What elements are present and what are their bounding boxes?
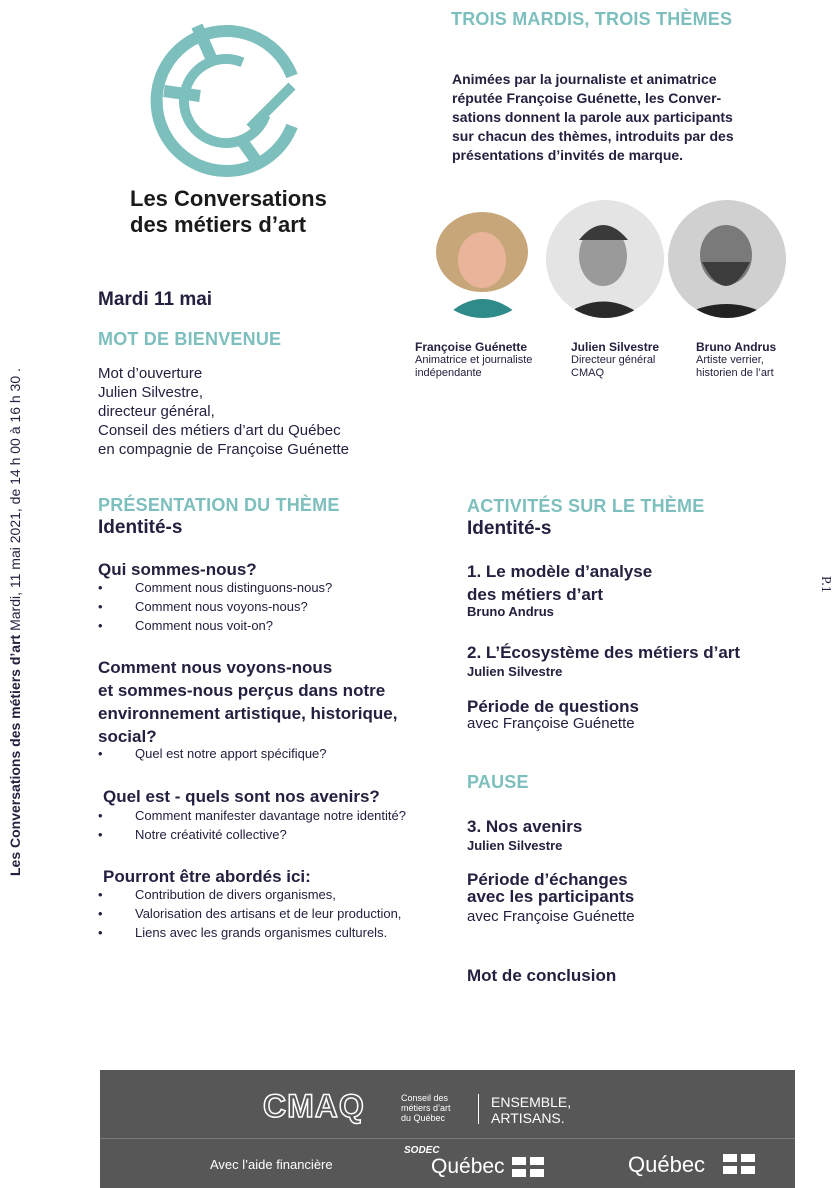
- activity-host: avec Françoise Guénette: [467, 908, 635, 925]
- welcome-line: Conseil des métiers d’art du Québec: [98, 422, 341, 439]
- list-item: • Valorisation des artisans et de leur production,: [98, 904, 401, 923]
- cmaq-subtitle: [401, 1093, 451, 1123]
- question-line: social?: [98, 727, 157, 746]
- cmaq-logo: CMAQ: [263, 1088, 365, 1124]
- intro-paragraph: [452, 70, 734, 165]
- list-item: • Quel est notre apport spécifique?: [98, 744, 327, 763]
- page-number: P.1: [818, 576, 833, 593]
- welcome-line: Julien Silvestre,: [98, 384, 204, 401]
- presentation-theme: Identité-s: [98, 517, 183, 538]
- activity-title: [467, 871, 634, 905]
- activity-speaker: Julien Silvestre: [467, 664, 563, 679]
- event-date: Mardi 11 mai: [98, 289, 213, 310]
- activities-heading: ACTIVITÉS SUR LE THÈME: [467, 496, 705, 516]
- activity-speaker: Bruno Andrus: [467, 604, 554, 619]
- person-name: Bruno Andrus: [696, 340, 777, 354]
- person-role: CMAQ: [571, 367, 604, 379]
- quebec-flag-icon: [723, 1154, 755, 1174]
- intro-line: sur chacun des thèmes, introduits par des: [452, 128, 734, 144]
- conversations-logo-icon: [142, 16, 312, 186]
- activity-title: 2. L’Écosystème des métiers d’art: [467, 643, 741, 662]
- person-role: indépendante: [415, 367, 482, 379]
- logo-text: [130, 186, 327, 238]
- pause-heading: PAUSE: [467, 772, 529, 792]
- financial-aid-label: Avec l’aide financière: [210, 1157, 333, 1172]
- conclusion: Mot de conclusion: [467, 966, 617, 985]
- list-item: • Comment nous voit-on?: [98, 616, 332, 635]
- welcome-line: Mot d’ouverture: [98, 365, 203, 382]
- slogan-line: ARTISANS.: [491, 1110, 565, 1126]
- question-list: [98, 885, 401, 942]
- person-role: Artiste verrier,: [696, 354, 764, 366]
- cmaq-subtitle-line: Conseil des: [401, 1093, 449, 1103]
- activity-line: 1. Le modèle d’analyse: [467, 562, 653, 581]
- list-item: • Notre créativité collective?: [98, 825, 406, 844]
- footer-sponsors: [100, 1070, 795, 1188]
- list-item: • Comment nous distinguons-nous?: [98, 578, 332, 597]
- question-list: [98, 806, 406, 844]
- question-title: Pourront être abordés ici:: [103, 867, 311, 886]
- cmaq-subtitle-line: métiers d’art: [401, 1103, 451, 1113]
- intro-line: sations donnent la parole aux participants: [452, 109, 733, 125]
- portrait-francoise-guenette: [424, 200, 542, 318]
- question-line: environnement artistique, historique,: [98, 704, 398, 723]
- list-item: • Liens avec les grands organismes culturels.: [98, 923, 401, 942]
- activity-speaker: Julien Silvestre: [467, 838, 563, 853]
- activity-line: avec les participants: [467, 887, 635, 906]
- intro-line: présentations d’invités de marque.: [452, 147, 684, 163]
- activities-theme: Identité-s: [467, 518, 552, 539]
- person-name: Julien Silvestre: [571, 340, 660, 354]
- logo-line-2: des métiers d’art: [130, 212, 307, 237]
- intro-heading: TROIS MARDIS, TROIS THÈMES: [451, 9, 733, 29]
- logo-line-1: Les Conversations: [130, 186, 327, 211]
- welcome-block: [98, 364, 349, 459]
- intro-line: Animées par la journaliste et animatrice: [452, 71, 717, 87]
- question-line: Comment nous voyons-nous: [98, 658, 333, 677]
- activity-title: Période de questions: [467, 697, 639, 716]
- activity-title: [467, 560, 652, 606]
- portrait-julien-silvestre: [546, 200, 664, 318]
- intro-line: réputée Françoise Guénette, les Conver-: [452, 90, 722, 106]
- question-line: et sommes-nous perçus dans notre: [98, 681, 386, 700]
- person-name: Françoise Guénette: [415, 340, 528, 354]
- question-list: [98, 578, 332, 635]
- question-title: Quel est - quels sont nos avenirs?: [103, 787, 380, 806]
- side-caption: [7, 296, 25, 876]
- slogan-line: ENSEMBLE,: [491, 1094, 572, 1110]
- person-role: historien de l’art: [696, 367, 774, 379]
- welcome-line: en compagnie de Françoise Guénette: [98, 441, 349, 458]
- question-title: [98, 656, 397, 748]
- person-role: Animatrice et journaliste: [415, 354, 533, 366]
- activity-line: Période d’échanges: [467, 870, 628, 889]
- list-item: • Contribution de divers organismes,: [98, 885, 401, 904]
- person-caption: [571, 341, 659, 380]
- question-list: [98, 744, 327, 763]
- quebec-logo: Québec: [628, 1152, 706, 1177]
- activity-host: avec Françoise Guénette: [467, 715, 635, 732]
- activity-title: 3. Nos avenirs: [467, 817, 583, 836]
- portrait-bruno-andrus: [668, 200, 786, 318]
- person-caption: [696, 341, 776, 380]
- question-title: Qui sommes-nous?: [98, 560, 257, 579]
- cmaq-subtitle-line: du Québec: [401, 1113, 446, 1123]
- person-photo-icon: [668, 200, 786, 318]
- sodec-logo: SODEC: [404, 1145, 440, 1156]
- side-date: Mardi, 11 mai 2021, de 14 h 00 à 16 h 30 .: [7, 368, 23, 635]
- side-title: Les Conversations des métiers d’art: [7, 634, 23, 876]
- person-photo-icon: [546, 200, 664, 318]
- presentation-heading: PRÉSENTATION DU THÈME: [98, 495, 340, 515]
- slogan: [491, 1094, 571, 1126]
- footer-separator: [100, 1138, 795, 1139]
- welcome-heading: MOT DE BIENVENUE: [98, 329, 282, 349]
- person-caption: [415, 341, 532, 380]
- sodec-quebec-logo: Québec: [431, 1155, 505, 1178]
- list-item: • Comment nous voyons-nous?: [98, 597, 332, 616]
- quebec-flag-icon: [512, 1157, 544, 1177]
- person-role: Directeur général: [571, 354, 656, 366]
- welcome-line: directeur général,: [98, 403, 215, 420]
- person-photo-icon: [424, 200, 542, 318]
- list-item: • Comment manifester davantage notre identité?: [98, 806, 406, 825]
- footer-divider: [478, 1094, 479, 1124]
- activity-line: des métiers d’art: [467, 585, 604, 604]
